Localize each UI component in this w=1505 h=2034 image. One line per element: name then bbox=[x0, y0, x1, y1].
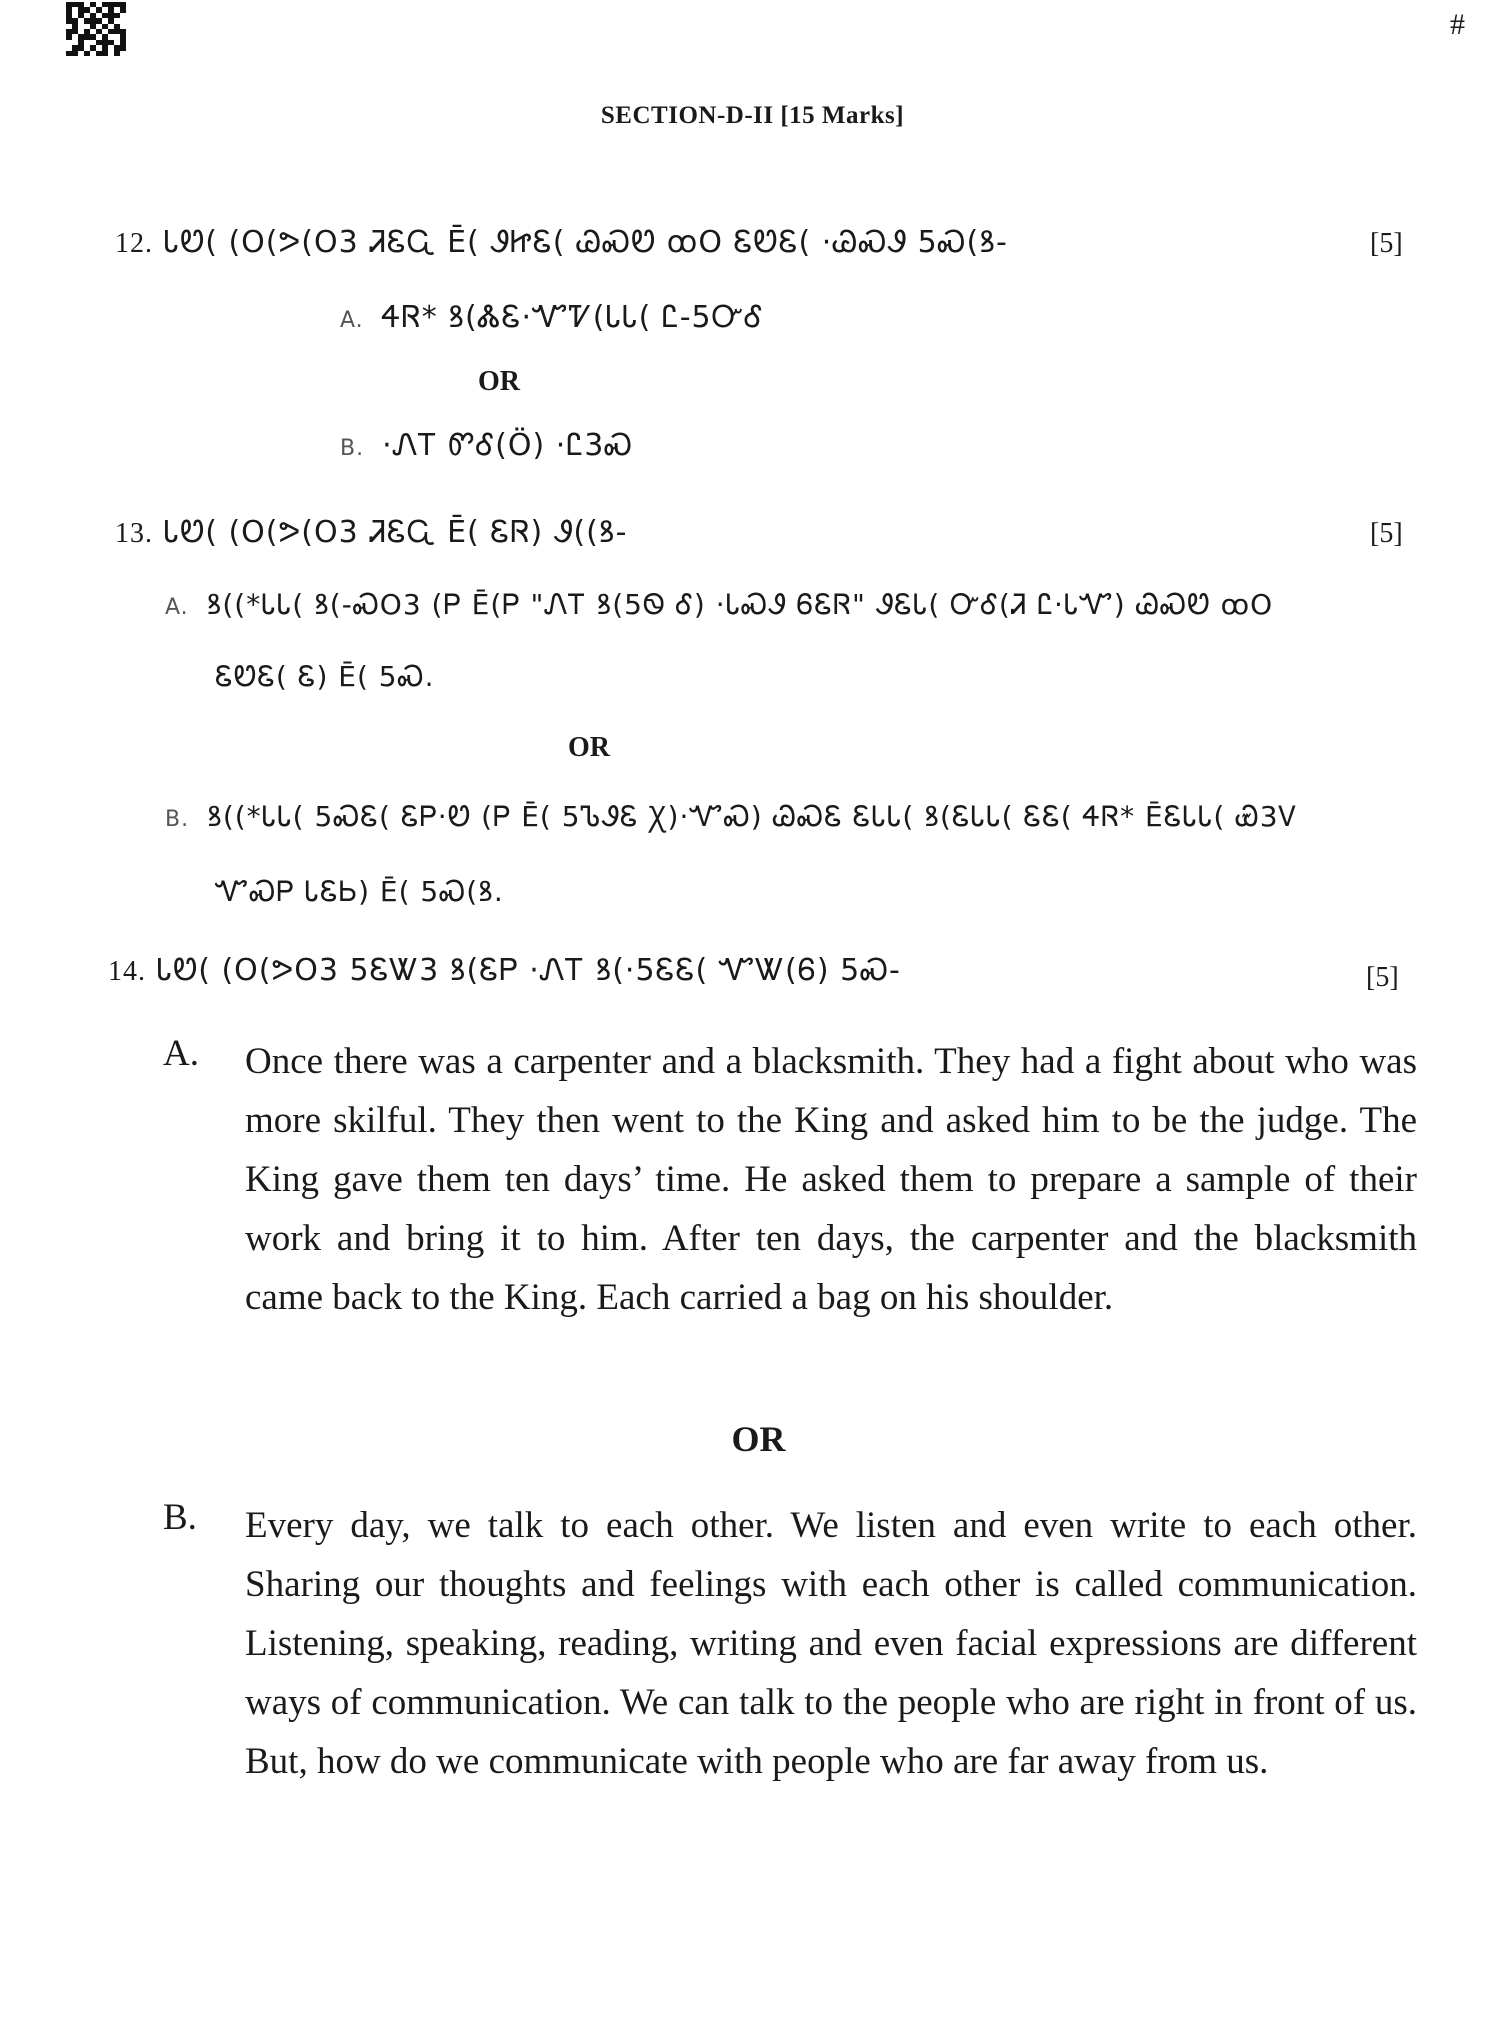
passage-b: Every day, we talk to each other. We listen and even write to each other. Sharing our thoughts and feelings with each other is called communication. Listening, speaking, reading, writing and even facial expressions are different ways of communication. We can talk to the people who are right in front of us. But, how do we communicate with people who are far away from us. bbox=[245, 1505, 1417, 1782]
page-marker: # bbox=[1450, 8, 1465, 41]
option-a bbox=[165, 585, 1273, 623]
question-marks: [5] bbox=[1370, 518, 1403, 549]
question-marks: [5] bbox=[1370, 228, 1403, 259]
or-label: OR bbox=[568, 732, 610, 763]
option-label: A. bbox=[165, 595, 189, 620]
option-label: A. bbox=[340, 308, 364, 333]
option-b bbox=[340, 428, 633, 463]
option-label: B. bbox=[340, 436, 365, 461]
option-b bbox=[165, 797, 1298, 835]
option-a bbox=[340, 295, 764, 336]
option-text: ꝸ((*ᏓᏓ( ꝸ(-ᏍO3 (Ꮲ Ē(Ꮲ "ᏁᎢ ꝸ(5Ꮻ Ꮄ) ·ᏓᏍᏭ ᏮᏋᏒ" ᏭᏋᏓ( ᏅᎴ(Ꮨ Ꮭ·ᏓᏉ) ᏊᏍᏬ ꝏO bbox=[206, 588, 1274, 621]
passage-label: B. bbox=[163, 1497, 197, 1538]
question-number: 14. bbox=[108, 956, 146, 987]
option-label: B. bbox=[165, 807, 190, 832]
option-b-continued: ᏉᏍᏢ ᏓᏋᏏ) Ē( 5Ꮝ(ꝸ. bbox=[215, 875, 504, 908]
passage-a: Once there was a carpenter and a blacksmith. They had a fight about who was more skilful. They then went to the King and asked him to be the judge. The King gave them ten days’ time. He asked them to prepare a sample of their work and bring it to him. After ten days, the carpenter and the blacksmith came back to the King. Each carried a bag on his shoulder. bbox=[245, 1041, 1417, 1318]
question-text: ᏓᏬ( (O(ᕗ(O3 ᏘᏋᏩ Ē( ᏭᏥᏋ( ᏊᏍᏬ ꝏO ᏋᏬᏋ( ·ᏊᏍᏭ 5Ꮝ(ꝸ- bbox=[163, 225, 1008, 260]
question-text: ᏓᏬ( (O(ᕗO3 5ᏋᏔ3 ꝸ(ᏋᏢ ·ᏁᎢ ꝸ(·5ᏋᏋ( ᏉᏔ(Ꮾ) 5Ꮝ- bbox=[156, 953, 901, 988]
option-text: ꝸ((*ᏓᏓ( 5ᏍᏋ( ᏋᏢ·Ꮼ (Ꮲ Ē( 5ᏖᏭᏋ Ꭓ)·ᏉᏍ) ᏊᏍᏋ ᏋᏓᏓ( ꝸ(ᏋᏓᏓ( ᏋᏋ( ᏎᏒ* ĒᏋᏓᏓ( Ꮿ3Ꮩ bbox=[207, 800, 1298, 833]
option-a-continued: ᏋᏬᏋ( Ꮛ) Ē( 5Ꮝ. bbox=[215, 660, 435, 693]
question-12 bbox=[115, 220, 1008, 261]
question-13 bbox=[115, 510, 627, 551]
option-text: ·ᏁᎢ ᏛᎴ(Ö) ·Ꮭ3Ꮝ bbox=[382, 428, 634, 463]
section-title: SECTION-D-II [15 Marks] bbox=[600, 102, 905, 129]
passage-label: A. bbox=[163, 1033, 199, 1074]
option-text: ᏎᏒ* ꝸ(ᏜᏋ·ᏉᏤ(ᏓᏓ( Ꮭ-5ᏅᎴ bbox=[381, 300, 764, 335]
question-text: ᏓᏬ( (O(ᕗ(O3 ᏘᏋᏩ Ē( ᏋᏒ) Ꮽ((ꝸ- bbox=[163, 515, 628, 550]
question-14 bbox=[108, 948, 901, 989]
question-number: 13. bbox=[115, 518, 153, 549]
question-number: 12. bbox=[115, 228, 153, 259]
question-marks: [5] bbox=[1366, 962, 1399, 993]
or-label: OR bbox=[731, 1419, 786, 1459]
or-label: OR bbox=[478, 366, 520, 397]
qr-code bbox=[66, 2, 126, 56]
